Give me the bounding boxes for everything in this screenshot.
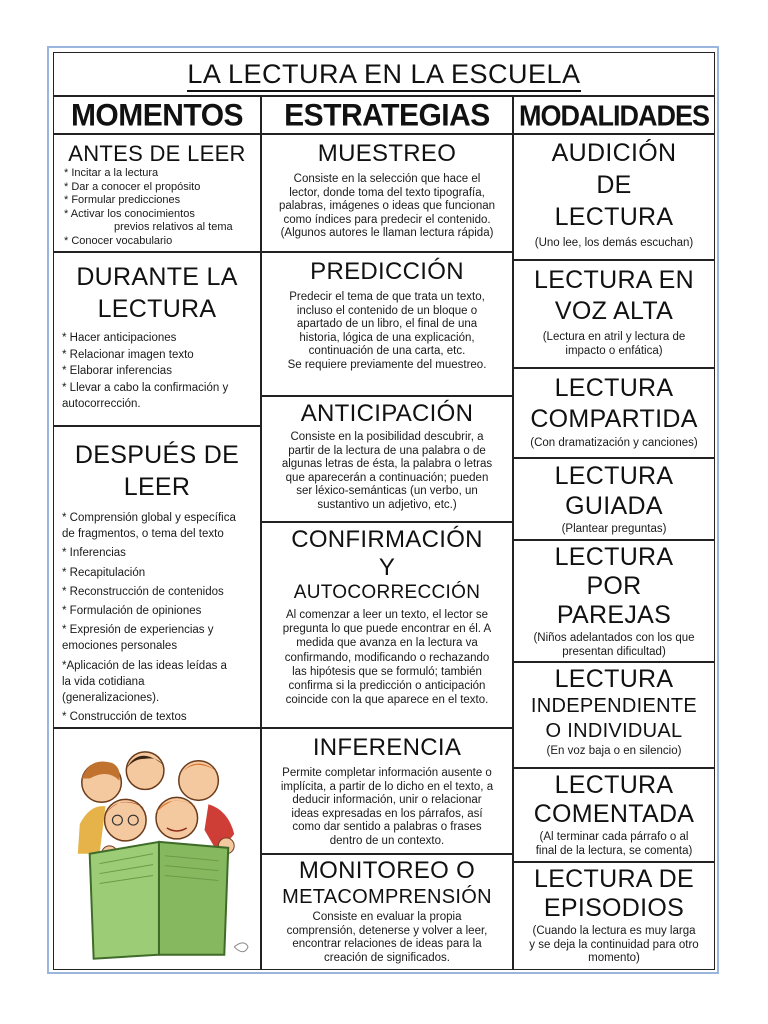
list-item: * Formular predicciones (64, 194, 181, 207)
list-item: * Hacer anticipaciones (62, 332, 177, 344)
list-item: la vida cotidiana (62, 675, 145, 688)
confirmacion-desc: Al comenzar a leer un texto, el lector se pregunta lo que puede encontrar en él. A medida que avanza en la lectura va confirmando, modificando o rechazando las hipótesis que se formuló; también confirma si la predicción o anticipación coincide con la que aparece en el texto. (282, 609, 492, 707)
list-item: * Construcción de textos (62, 711, 187, 724)
header-momentos: MOMENTOS (53, 96, 261, 134)
modalidad-compartida: LECTURA COMPARTIDA (Con dramatización y canciones) (513, 368, 715, 458)
modalidad-episodios: LECTURA DE EPISODIOS (Cuando la lectura es muy larga y se deja la continuidad para otro momento) (513, 862, 715, 970)
antes-list (64, 167, 250, 248)
modalidad-voz-alta: LECTURA EN VOZ ALTA (Lectura en atril y lectura de impacto o enfática) (513, 260, 715, 368)
muestreo-desc: Consiste en la selección que hace el lector, donde toma del texto tipografía, palabras, imágenes o ideas que funcionan como índices para predecir el contenido. (Algunos autores le llaman lectura rápida) (278, 173, 496, 239)
list-item: * Conocer vocabulario (64, 234, 173, 247)
illustration-cell (53, 728, 261, 970)
infographic-sheet (47, 46, 719, 974)
list-item: * Inferencias (62, 547, 126, 560)
estrategia-prediccion: PREDICCIÓN Predecir el tema de que trata un texto, incluso el contenido de un bloque o apartado de un libro, el final de una historia, lógica de una explicación, continuación de una carta, etc. Se requiere previamente del muestreo. (261, 252, 513, 396)
list-item: * Relacionar imagen texto (62, 348, 194, 361)
page-title: LA LECTURA EN LA ESCUELA (54, 59, 714, 90)
list-item: * Activar los conocimientos (64, 207, 195, 220)
estrategia-confirmacion: CONFIRMACIÓN Y AUTOCORRECCIÓN Al comenzar a leer un texto, el lector se pregunta lo que puede encontrar en él. A medida que avanza en la lectura va confirmando, modificando o rechazando las hipótesis que se formuló; también confirma si la predicción o anticipación coincide con la que aparece en el texto. (261, 522, 513, 728)
monitoreo-desc: Consiste en evaluar la propia comprensión, detenerse y volver a leer, encontrar relaciones de ideas para la creación de significados. (286, 911, 488, 964)
estrategia-inferencia: INFERENCIA Permite completar información ausente o implícita, a partir de lo dicho en el texto, a deducir información, unir o relacionar ideas expresadas en los párrafos, así como dar sentido a palabras o frases dentro de un contexto. (261, 728, 513, 854)
list-item: (generalizaciones). (62, 692, 160, 705)
list-item: * Recapitulación (62, 566, 146, 579)
modalidad-independiente: LECTURA INDEPENDIENTE O INDIVIDUAL (En voz baja o en silencio) (513, 662, 715, 768)
list-item: * Formulación de opiniones (62, 605, 202, 618)
estrategia-muestreo: MUESTREO Consiste en la selección que hace el lector, donde toma del texto tipografía, palabras, imágenes o ideas que funcionan como índices para predecir el contenido. (Algunos autores le llaman lectura rápida) (261, 134, 513, 252)
header-modalidades: MODALIDADES (513, 96, 715, 134)
list-item: * Expresión de experiencias y (62, 624, 214, 637)
list-item: de fragmentos, o tema del texto (62, 528, 224, 541)
list-item: * Elaborar inferencias (62, 365, 172, 377)
list-item: * Llevar a cabo la confirmación y (62, 381, 229, 394)
momento-despues: DESPUÉS DE LEER * Comprensión global y específica de fragmentos, o tema del texto * Inferencias * Recapitulación * Reconstrucción de contenidos * Formulación de opiniones * Expresión de experiencias y emociones personales *Aplicación de las ideas leídas a la vida cotidiana (generalizaciones). * Construcción de textos (53, 426, 261, 728)
inferencia-desc: Permite completar información ausente o implícita, a partir de lo dicho en el texto, a deducir información, unir o relacionar ideas expresadas en los párrafos, así como dar sentido a palabras o frases dentro de un contexto. (280, 767, 494, 847)
list-item: autocorrección. (62, 398, 141, 410)
title-bar (53, 52, 715, 96)
list-item: * Reconstrucción de contenidos (62, 585, 224, 598)
estrategia-anticipacion: ANTICIPACIÓN Consiste en la posibilidad descubrir, a partir de la lectura de una palabra o de algunas letras de ésta, la palabra o letras que aparecerán a continuación; pueden ser léxico-semánticas (un verbo, un sustantivo un adjetivo, etc.) (261, 396, 513, 522)
durante-list (62, 331, 252, 413)
list-item: previos relativos al tema (114, 221, 233, 234)
momento-antes: ANTES DE LEER * Incitar a la lectura * Dar a conocer el propósito * Formular predicciones * Activar los conocimientos previos relativos al tema * Conocer vocabulario (53, 134, 261, 252)
modalidad-guiada: LECTURA GUIADA (Plantear preguntas) (513, 458, 715, 540)
list-item: * Comprensión global y específica (62, 512, 236, 524)
list-item: * Dar a conocer el propósito (64, 180, 201, 193)
despues-list (62, 511, 252, 725)
estrategia-monitoreo: MONITOREO O METACOMPRENSIÓN Consiste en evaluar la propia comprensión, detenerse y volver a leer, encontrar relaciones de ideas para la creación de significados. (261, 854, 513, 970)
list-item: * Incitar a la lectura (64, 167, 159, 179)
anticipacion-desc: Consiste en la posibilidad descubrir, a partir de la lectura de una palabra o de algunas letras de ésta, la palabra o letras que aparecerán a continuación; pueden ser léxico-semánticas (un verbo, un sustantivo un adjetivo, etc.) (281, 431, 493, 511)
header-estrategias: ESTRATEGIAS (261, 96, 513, 134)
modalidad-audicion: AUDICIÓN DE LECTURA (Uno lee, los demás escuchan) (513, 134, 715, 260)
modalidad-comentada: LECTURA COMENTADA (Al terminar cada párrafo o al final de la lectura, se comenta) (513, 768, 715, 862)
prediccion-desc: Predecir el tema de que trata un texto, incluso el contenido de un bloque o apartado de un libro, el final de una historia, lógica de una explicación, continuación de una carta, etc. Se requiere previamente del muestreo. (287, 291, 487, 371)
list-item: emociones personales (62, 640, 178, 653)
children-reading-book-illustration (60, 735, 254, 963)
modalidad-parejas: LECTURA POR PAREJAS (Niños adelantados con los que presentan dificultad) (513, 540, 715, 662)
list-item: *Aplicación de las ideas leídas a (62, 659, 227, 672)
momento-durante: DURANTE LA LECTURA * Hacer anticipaciones * Relacionar imagen texto * Elaborar inferencias * Llevar a cabo la confirmación y autocorrección. (53, 252, 261, 426)
